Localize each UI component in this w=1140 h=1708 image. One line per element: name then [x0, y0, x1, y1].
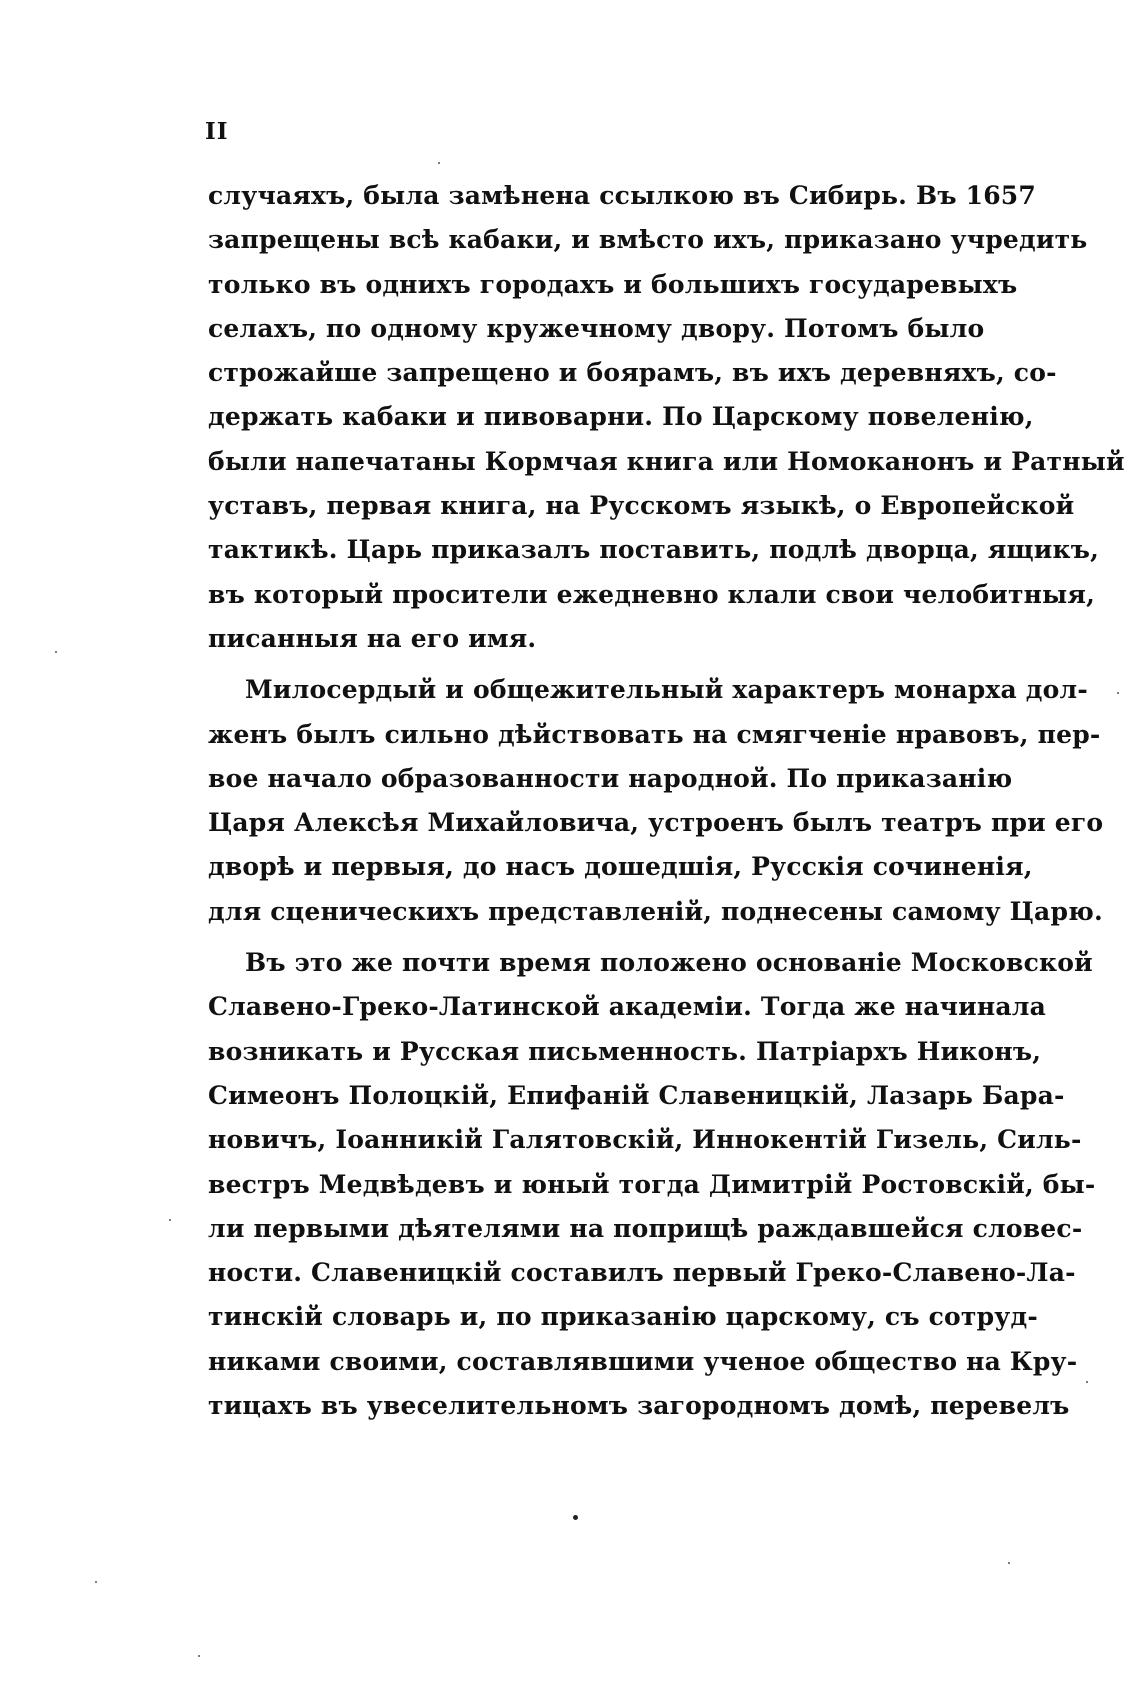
- text-line: вестръ Медвѣдевъ и юный тогда Димитрій Ростовскій, бы-: [208, 1169, 1096, 1199]
- text-line: вое начало образованности народной. По приказанію: [208, 763, 1013, 793]
- text-line: ли первыми дѣятелями на поприщѣ раждавшейся словес-: [208, 1213, 1083, 1243]
- text-line: для сценическихъ представленій, поднесены самому Царю.: [208, 896, 1103, 926]
- scan-speck: [1008, 1562, 1010, 1564]
- paragraph: [208, 174, 1125, 661]
- scan-speck: [169, 1219, 171, 1221]
- text-line: въ который просители ежедневно клали свои челобитныя,: [208, 579, 1096, 609]
- text-line: новичъ, Іоанникій Галятовскій, Иннокентій Гизель, Силь-: [208, 1125, 1082, 1155]
- text-line: селахъ, по одному кружечному двору. Потомъ было: [208, 313, 985, 343]
- scan-speck: [95, 1581, 97, 1583]
- text-line: строжайше запрещено и боярамъ, въ ихъ деревняхъ, со-: [208, 358, 1057, 388]
- text-line: Въ это же почти время положено основаніе Московской: [245, 948, 1093, 978]
- scan-speck: [198, 1655, 200, 1657]
- text-line: только въ однихъ городахъ и большихъ государевыхъ: [208, 269, 1018, 299]
- text-line: писанныя на его имя.: [208, 623, 537, 653]
- scan-speck: [1086, 1381, 1088, 1383]
- paragraph: [208, 941, 1096, 1428]
- text-line: держать кабаки и пивоварни. По Царскому повеленію,: [208, 402, 1034, 432]
- scan-speck: [1117, 692, 1119, 694]
- text-line: Милосердый и общежительный характеръ монарха дол-: [245, 675, 1088, 705]
- text-line: никами своими, составлявшими ученое общество на Кру-: [208, 1346, 1078, 1376]
- text-line: Царя Алексѣя Михайловича, устроенъ былъ театръ при его: [208, 808, 1104, 838]
- text-line: возникать и Русская письменность. Патріархъ Никонъ,: [208, 1036, 1042, 1066]
- page-number: II: [205, 118, 229, 145]
- text-line: запрещены всѣ кабаки, и вмѣсто ихъ, приказано учредить: [208, 225, 1088, 255]
- paragraph: [208, 668, 1104, 934]
- text-line: тактикѣ. Царь приказалъ поставить, подлѣ дворца, ящикъ,: [208, 535, 1100, 565]
- text-line: уставъ, первая книга, на Русскомъ языкѣ, о Европейской: [208, 491, 1075, 521]
- text-line: тинскій словарь и, по приказанію царскому, съ сотруд-: [208, 1302, 1038, 1332]
- text-line: были напечатаны Кормчая книга или Номоканонъ и Ратный: [208, 446, 1125, 476]
- text-line: Славено-Греко-Латинской академіи. Тогда же начинала: [208, 992, 1046, 1022]
- text-line: тицахъ въ увеселительномъ загородномъ домѣ, перевелъ: [208, 1391, 1070, 1421]
- text-line: женъ былъ сильно дѣйствовать на смягченіе нравовъ, пер-: [208, 719, 1101, 749]
- scan-speck: [573, 1515, 578, 1520]
- body-text: [208, 174, 1125, 1428]
- text-line: дворѣ и первыя, до насъ дошедшія, Русскія сочиненія,: [208, 852, 1033, 882]
- scan-speck: [55, 651, 57, 653]
- text-line: случаяхъ, была замѣнена ссылкою въ Сибирь. Въ 1657: [208, 181, 1036, 210]
- text-line: Симеонъ Полоцкій, Епифаній Славеницкій, Лазарь Бара-: [208, 1080, 1065, 1110]
- scan-speck: [438, 162, 440, 164]
- text-line: ности. Славеницкій составилъ первый Греко-Славено-Ла-: [208, 1258, 1076, 1288]
